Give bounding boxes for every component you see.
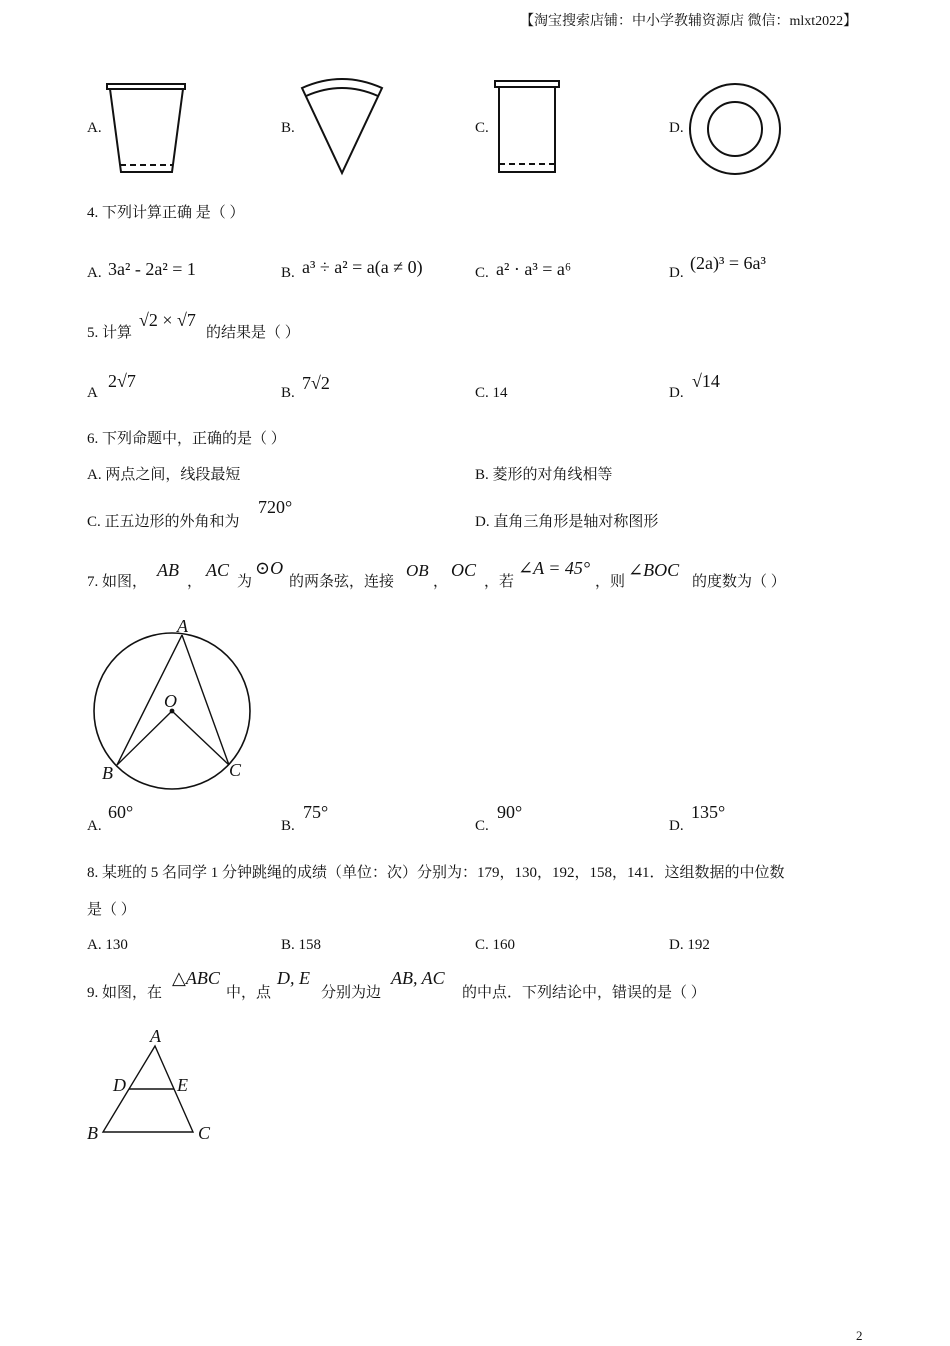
q6-option-c-expr: 720° bbox=[258, 497, 293, 517]
q7-ob: OB bbox=[406, 561, 429, 580]
q5-option-d-label: D. bbox=[669, 385, 684, 401]
q4-option-b-label: B. bbox=[281, 265, 295, 281]
q7-option-b-expr: 75° bbox=[303, 802, 329, 822]
q9-fig-label-b: B bbox=[87, 1123, 98, 1143]
q7-stem-start: 7. 如图， bbox=[87, 574, 148, 590]
q9-stem-end: 的中点．下列结论中，错误的是（ ） bbox=[462, 985, 706, 1001]
q6-option-d: D. 直角三角形是轴对称图形 bbox=[475, 514, 659, 530]
q7-fig-label-c: C bbox=[229, 760, 242, 780]
q5-option-d-expr: √14 bbox=[692, 371, 720, 391]
q8-option-a: A. 130 bbox=[87, 937, 128, 953]
q7-comma-2: ， bbox=[433, 574, 449, 590]
q4-option-c-expr: a² · a³ = a⁶ bbox=[496, 259, 572, 279]
q7-angle-boc: ∠BOC bbox=[628, 560, 680, 580]
q4-option-d-expr: (2a)³ = 6a³ bbox=[690, 253, 766, 273]
q7-option-c-label: C. bbox=[475, 818, 489, 834]
page-number: 2 bbox=[856, 1328, 863, 1343]
q7-option-c-expr: 90° bbox=[497, 802, 523, 822]
q6-option-b: B. 菱形的对角线相等 bbox=[475, 467, 613, 483]
q9-fig-label-d: D bbox=[113, 1075, 126, 1095]
page-header: 【淘宝搜索店铺：中小学教辅资源店 微信：mlxt2022】 bbox=[520, 14, 858, 29]
q9-points-de: D, E bbox=[277, 968, 310, 988]
q7-circle-o: ⊙O bbox=[255, 558, 284, 578]
q9-fig-label-a: A bbox=[150, 1026, 161, 1046]
q7-comma-1: ， bbox=[187, 574, 203, 590]
q4-option-c-label: C. bbox=[475, 265, 489, 281]
sector-figure bbox=[300, 76, 386, 176]
q5-stem-prefix: 5. 计算 bbox=[87, 325, 133, 341]
q7-wei: 为 bbox=[237, 574, 253, 590]
q4-option-d-label: D. bbox=[669, 265, 684, 281]
q6-option-a: A. 两点之间，线段最短 bbox=[87, 467, 241, 483]
q9-fig-label-e: E bbox=[177, 1075, 188, 1095]
q9-fig-label-c: C bbox=[198, 1123, 211, 1143]
q7-option-b-label: B. bbox=[281, 818, 295, 834]
q7-fig-label-b: B bbox=[102, 763, 113, 783]
q7-option-d-expr: 135° bbox=[691, 802, 726, 822]
q5-option-a-expr: 2√7 bbox=[108, 371, 136, 391]
q4-stem: 4. 下列计算正确 是（ ） bbox=[87, 205, 245, 221]
q9-stem-zhong: 中，点 bbox=[226, 985, 272, 1001]
q8-stem-line-2: 是（ ） bbox=[87, 902, 136, 918]
q8-option-b: B. 158 bbox=[281, 937, 322, 953]
q5-option-c: C. 14 bbox=[475, 385, 508, 401]
q7-stem-end: 的度数为（ ） bbox=[692, 574, 786, 590]
q7-fig-label-a: A bbox=[177, 616, 188, 636]
cup-rectangle-figure bbox=[493, 78, 563, 176]
q6-option-c: C. 正五边形的外角和为 bbox=[87, 514, 240, 530]
q8-option-c: C. 160 bbox=[475, 937, 516, 953]
q7-option-a-label: A. bbox=[87, 818, 102, 834]
q3-option-b-label: B. bbox=[281, 120, 295, 136]
q9-stem-start: 9. 如图，在 bbox=[87, 985, 163, 1001]
q7-chord-ac: AC bbox=[206, 560, 230, 580]
q3-option-a-label: A. bbox=[87, 120, 102, 136]
q5-option-b-label: B. bbox=[281, 385, 295, 401]
q4-option-a-expr: 3a² - 2a² = 1 bbox=[108, 259, 196, 279]
q7-option-d-label: D. bbox=[669, 818, 684, 834]
q7-option-a-expr: 60° bbox=[108, 802, 134, 822]
q4-option-a-label: A. bbox=[87, 265, 102, 281]
q7-ze: ，则 bbox=[595, 574, 626, 590]
q3-option-d-label: D. bbox=[669, 120, 684, 136]
q5-stem-suffix: 的结果是（ ） bbox=[206, 325, 300, 341]
q8-stem-line-1: 8. 某班的 5 名同学 1 分钟跳绳的成绩（单位：次）分别为：179，130，192，158，141．这组数据的中位数 bbox=[87, 865, 785, 881]
concentric-circles-figure bbox=[687, 82, 783, 178]
q5-option-a-label: A bbox=[87, 385, 98, 401]
q9-stem-bian: 分别为边 bbox=[321, 985, 382, 1001]
cup-front-view-figure bbox=[104, 80, 190, 178]
q8-option-d: D. 192 bbox=[669, 937, 710, 953]
q3-option-c-label: C. bbox=[475, 120, 489, 136]
q9-triangle-abc: △ABC bbox=[172, 968, 220, 988]
q6-stem: 6. 下列命题中，正确的是（ ） bbox=[87, 431, 286, 447]
q9-sides-ab-ac: AB, AC bbox=[391, 968, 445, 988]
q5-option-b-expr: 7√2 bbox=[302, 373, 330, 393]
q4-option-b-expr: a³ ÷ a² = a(a ≠ 0) bbox=[302, 257, 423, 277]
q7-fig-label-o: O bbox=[164, 691, 177, 711]
q7-stem-middle: 的两条弦，连接 bbox=[289, 574, 395, 590]
q5-stem-expression: √2 × √7 bbox=[139, 310, 196, 330]
q7-oc: OC bbox=[451, 560, 477, 580]
q7-ruo: ，若 bbox=[484, 574, 515, 590]
q7-chord-ab: AB bbox=[157, 560, 179, 580]
q7-angle-a: ∠A = 45° bbox=[518, 558, 591, 578]
